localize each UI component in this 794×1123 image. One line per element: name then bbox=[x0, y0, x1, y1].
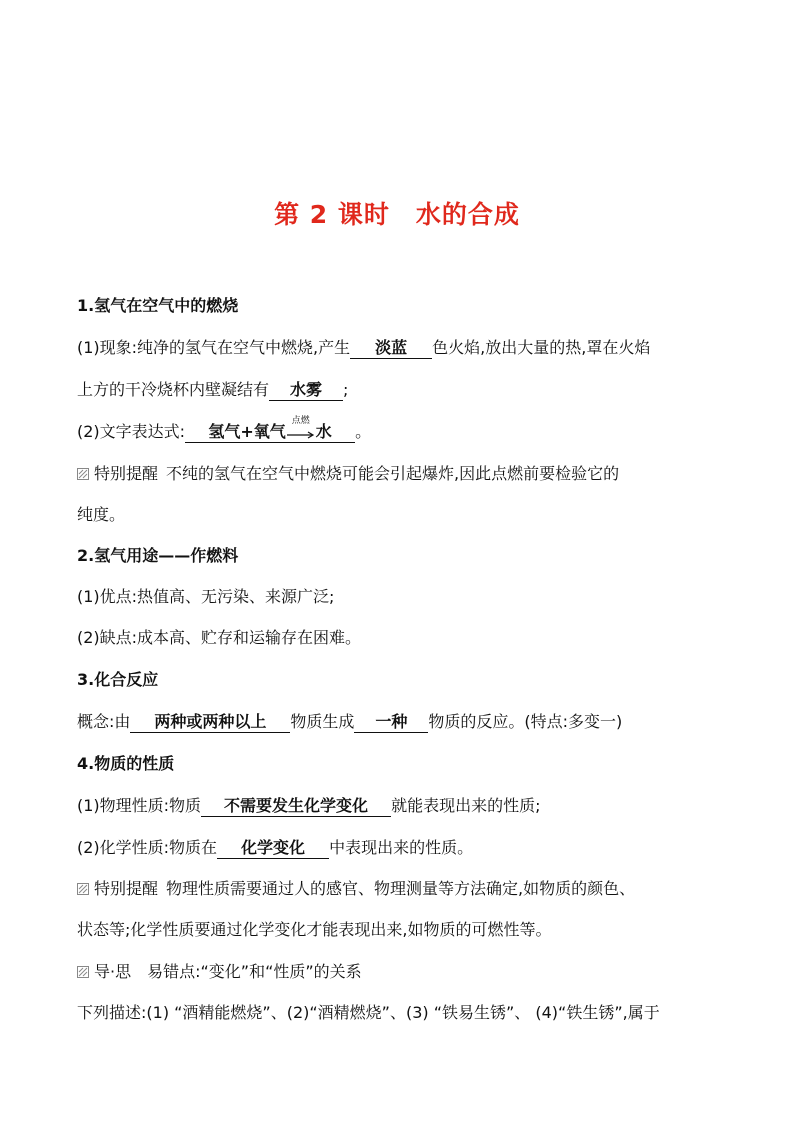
think-line bbox=[77, 960, 727, 984]
answer-blank-no-chemical-change: 不需要发生化学变化 bbox=[201, 796, 391, 817]
reaction-arrow bbox=[287, 416, 315, 442]
section-1-heading: 1.氢气在空气中的燃烧 bbox=[77, 296, 239, 315]
think-text: 易错点:“变化”和“性质”的关系 bbox=[147, 962, 362, 981]
answer-blank-chemical-change: 化学变化 bbox=[217, 838, 329, 859]
think-icon bbox=[77, 966, 89, 978]
equation-reactants: 氢气+氧气 bbox=[208, 422, 286, 441]
answer-blank-two-or-more: 两种或两种以上 bbox=[130, 712, 290, 733]
s1-paragraph-1-line-1: (1)现象:纯净的氢气在空气中燃烧,产生 淡蓝 色火焰,放出大量的热,罩在火焰 bbox=[77, 338, 651, 357]
equation-product: 水 bbox=[315, 422, 332, 441]
tip-label: 特别提醒 bbox=[94, 879, 159, 898]
arrow-icon bbox=[287, 431, 315, 439]
tip-icon bbox=[77, 883, 89, 895]
answer-blank-light-blue: 淡蓝 bbox=[350, 338, 432, 359]
s4-physical-property: (1)物理性质:物质 不需要发生化学变化 就能表现出来的性质; bbox=[77, 796, 541, 815]
title-topic: 水的合成 bbox=[415, 200, 520, 229]
s1-paragraph-1-line-2: 上方的干冷烧杯内壁凝结有 水雾 ; bbox=[77, 380, 349, 399]
answer-blank-water-mist: 水雾 bbox=[269, 380, 343, 401]
s4-chemical-property: (2)化学性质:物质在 化学变化 中表现出来的性质。 bbox=[77, 838, 474, 857]
section-3-heading: 3.化合反应 bbox=[77, 670, 159, 689]
tip-label: 特别提醒 bbox=[94, 464, 159, 483]
s1-tip-line-2: 纯度。 bbox=[77, 505, 126, 524]
s1-tip-line-1: 特别提醒 不纯的氢气在空气中燃烧可能会引起爆炸,因此点燃前要检验它的 bbox=[77, 462, 727, 486]
question-line: 下列描述:(1) “酒精能燃烧”、(2)“酒精燃烧”、(3) “铁易生锈”、 (4)“铁生锈”,属于 bbox=[77, 1003, 660, 1022]
s1-word-equation: (2)文字表达式: 氢气+氧气 点燃 水 。 bbox=[77, 416, 372, 441]
s4-tip-line-1: 特别提醒 物理性质需要通过人的感官、物理测量等方法确定,如物质的颜色、 bbox=[77, 877, 727, 901]
s2-advantages: (1)优点:热值高、无污染、来源广泛; bbox=[77, 587, 335, 606]
tip-icon bbox=[77, 468, 89, 480]
answer-blank-one: 一种 bbox=[354, 712, 428, 733]
s2-disadvantages: (2)缺点:成本高、贮存和运输存在困难。 bbox=[77, 628, 362, 647]
section-2-heading: 2.氢气用途——作燃料 bbox=[77, 546, 239, 565]
page-title bbox=[0, 195, 794, 231]
reaction-condition: 点燃 bbox=[291, 416, 310, 426]
title-lesson: 第 2 课时 bbox=[274, 200, 390, 229]
think-label: 导·思 bbox=[94, 962, 132, 981]
s4-tip-line-2: 状态等;化学性质要通过化学变化才能表现出来,如物质的可燃性等。 bbox=[77, 920, 552, 939]
s3-concept: 概念:由 两种或两种以上 物质生成 一种 物质的反应。(特点:多变一) bbox=[77, 712, 623, 731]
section-4-heading: 4.物质的性质 bbox=[77, 754, 175, 773]
